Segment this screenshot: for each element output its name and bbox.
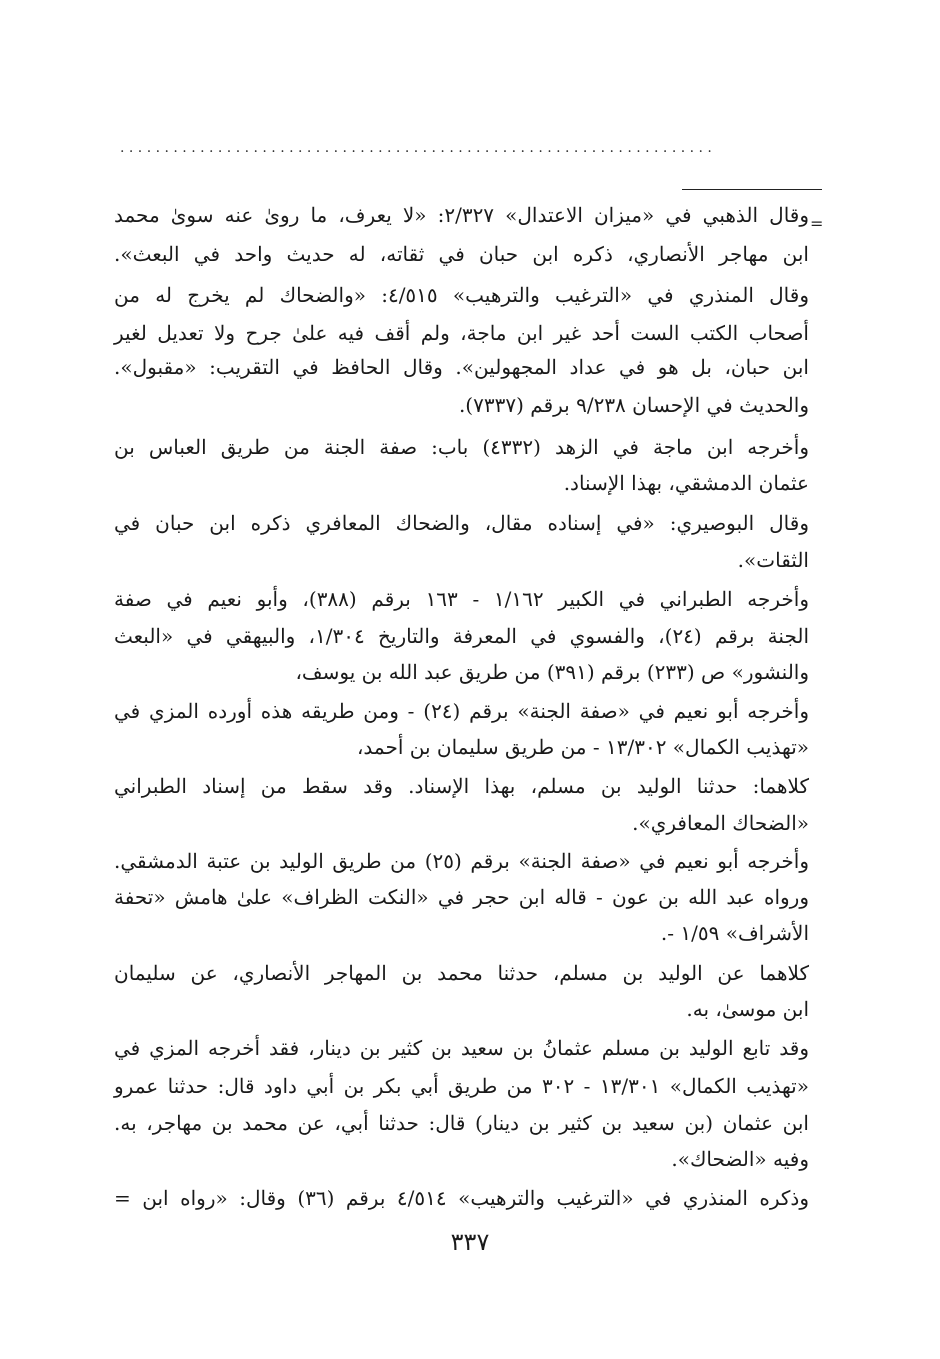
text-line: عثمان الدمشقي، بهذا الإسناد. bbox=[563, 471, 809, 495]
text-line: ابن موسىٰ، به. bbox=[686, 997, 809, 1021]
text-line: والنشور» ص (٢٣٣) برقم (٣٩١) من طريق عبد الله بن يوسف، bbox=[295, 660, 809, 684]
text-line: وأخرجه أبو نعيم في «صفة الجنة» برقم (٢٥) من طريق الوليد بن عتبة الدمشقي. bbox=[114, 849, 809, 873]
separator-dots: . . . . . . . . . . . . . . . . . . . . . . . . . . . . . . . . . . . . . . . . . . . . . . . . . . . . . . . . . . . . . . . . . . . bbox=[120, 141, 712, 155]
text-line: وقال المنذري في «الترغيب والترهيب» ٤/٥١٥: «والضحاك لم يخرج له من bbox=[114, 283, 809, 307]
text-line: «تهذيب الكمال» ١٣/٣٠١ - ٣٠٢ من طريق أبي بكر بن أبي داود قال: حدثنا عمرو bbox=[114, 1074, 809, 1098]
text-line: الجنة برقم (٢٤)، والفسوي في المعرفة والتاريخ ١/٣٠٤، والبيهقي في «البعث bbox=[114, 624, 809, 648]
text-line: «الضحاك المعافري». bbox=[632, 811, 809, 835]
text-line: وقال الذهبي في «ميزان الاعتدال» ٢/٣٢٧: «لا يعرف، ما رویٰ عنه سوىٰ محمد bbox=[114, 203, 810, 227]
text-line: ابن عثمان (بن سعيد بن كثير بن دينار) قال: حدثنا أبي، عن محمد بن مهاجر، به. bbox=[114, 1111, 809, 1135]
text-line: وذكره المنذري في «الترغيب والترهيب» ٤/٥١٤ برقم (٣٦) وقال: «رواه ابن = bbox=[114, 1186, 809, 1210]
text-line: وقد تابع الوليد بن مسلم عثمانُ بن سعيد بن كثير بن دينار، فقد أخرجه المزي في bbox=[114, 1036, 809, 1060]
text-line: وأخرجه ابن ماجة في الزهد (٤٣٣٢) باب: صفة الجنة من طريق العباس بن bbox=[114, 435, 809, 459]
text-line: ابن مهاجر الأنصاري، ذكره ابن حبان في ثقاته، له حديث واحد في البعث». bbox=[114, 242, 809, 266]
text-line: ورواه عبد الله بن عون - قاله ابن حجر في «النكت الظراف» علىٰ هامش «تحفة bbox=[114, 885, 809, 909]
text-line: الأشراف» ١/٥٩ -. bbox=[660, 921, 809, 945]
text-line: كلاهما: حدثنا الوليد بن مسلم، بهذا الإسناد. وقد سقط من إسناد الطبراني bbox=[114, 774, 809, 798]
text-line: وقال البوصيري: «في إسناده مقال، والضحاك المعافري ذكره ابن حبان في bbox=[114, 511, 809, 535]
text-line: الثقات». bbox=[737, 548, 809, 572]
text-line: وفيه «الضحاك». bbox=[671, 1147, 809, 1171]
text-line: والحديث في الإحسان ٩/٢٣٨ برقم (٧٣٣٧). bbox=[458, 393, 809, 417]
page-number: ٣٣٧ bbox=[450, 1228, 490, 1256]
text-line: كلاهما عن الوليد بن مسلم، حدثنا محمد بن المهاجر الأنصاري، عن سليمان bbox=[114, 961, 809, 985]
footnote-rule bbox=[682, 189, 822, 190]
text-line: وأخرجه الطبراني في الكبير ١/١٦٢ - ١٦٣ برقم (٣٨٨)، وأبو نعيم في صفة bbox=[114, 587, 809, 611]
text-line: وأخرجه أبو نعيم في «صفة الجنة» برقم (٢٤) - ومن طريقه هذه أورده المزي في bbox=[114, 699, 809, 723]
text-line: ابن حبان، بل هو في عداد المجهولين». وقال الحافظ في التقريب: «مقبول». bbox=[114, 355, 809, 379]
continuation-mark: = bbox=[810, 214, 824, 233]
text-line: «تهذيب الكمال» ١٣/٣٠٢ - من طريق سليمان بن أحمد، bbox=[356, 735, 809, 759]
text-line: أصحاب الكتب الست أحد غير ابن ماجة، ولم أقف فيه علىٰ جرح ولا تعديل لغير bbox=[114, 321, 809, 345]
